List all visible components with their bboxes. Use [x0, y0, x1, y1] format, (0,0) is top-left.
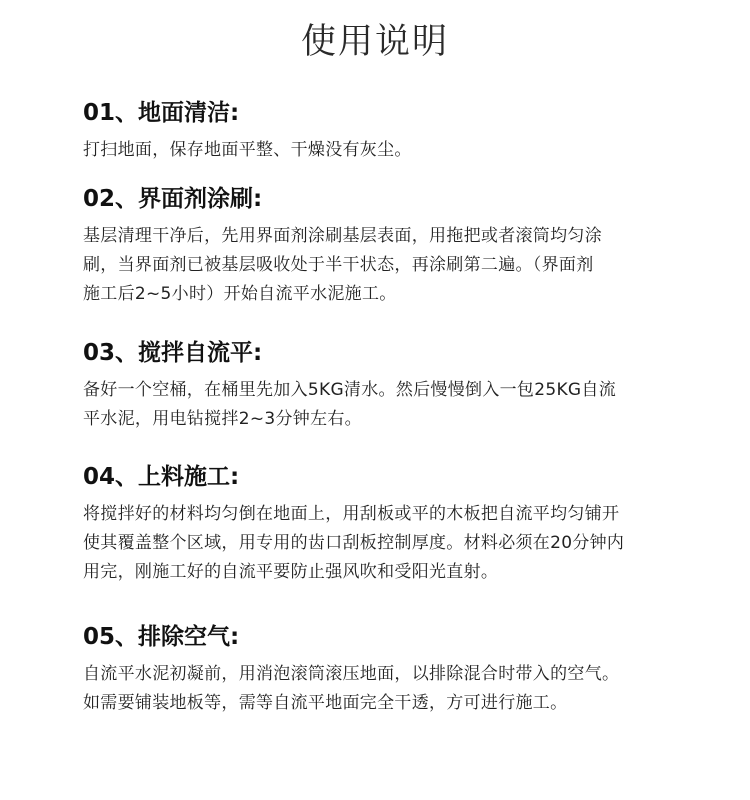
section-air-removal [83, 622, 683, 718]
body-line: 施工后2~5小时）开始自流平水泥施工。 [83, 284, 397, 304]
body-line: 基层清理干净后，先用界面剂涂刷基层表面，用拖把或者滚筒均匀涂 [83, 226, 602, 246]
body-line: 打扫地面，保存地面平整、干燥没有灰尘。 [83, 140, 412, 160]
section-body [83, 136, 683, 165]
page-title: 使用说明 [300, 22, 449, 62]
body-line: 如需要铺装地板等，需等自流平地面完全干透，方可进行施工。 [83, 693, 568, 713]
section-heading: 02、界面剂涂刷: [83, 186, 263, 212]
body-line: 备好一个空桶，在桶里先加入5KG清水。然后慢慢倒入一包25KG自流 [83, 380, 616, 400]
body-line: 自流平水泥初凝前，用消泡滚筒滚压地面，以排除混合时带入的空气。 [83, 664, 620, 684]
body-line: 将搅拌好的材料均匀倒在地面上，用刮板或平的木板把自流平均匀铺开 [83, 504, 620, 524]
body-line: 用完，刚施工好的自流平要防止强风吹和受阳光直射。 [83, 562, 499, 582]
section-floor-cleaning [83, 98, 683, 165]
section-heading: 05、排除空气: [83, 624, 240, 650]
section-heading: 03、搅拌自流平: [83, 340, 263, 366]
section-body [83, 222, 683, 309]
section-body [83, 660, 683, 718]
section-body [83, 500, 683, 587]
body-line: 平水泥，用电钻搅拌2~3分钟左右。 [83, 409, 362, 429]
section-heading: 04、上料施工: [83, 464, 240, 490]
section-interface-agent [83, 184, 683, 309]
section-application [83, 462, 683, 587]
section-body [83, 376, 683, 434]
section-heading: 01、地面清洁: [83, 100, 240, 126]
body-line: 刷，当界面剂已被基层吸收处于半干状态，再涂刷第二遍。（界面剂 [83, 255, 594, 275]
body-line: 使其覆盖整个区域，用专用的齿口刮板控制厚度。材料必须在20分钟内 [83, 533, 625, 553]
section-mixing [83, 338, 683, 434]
